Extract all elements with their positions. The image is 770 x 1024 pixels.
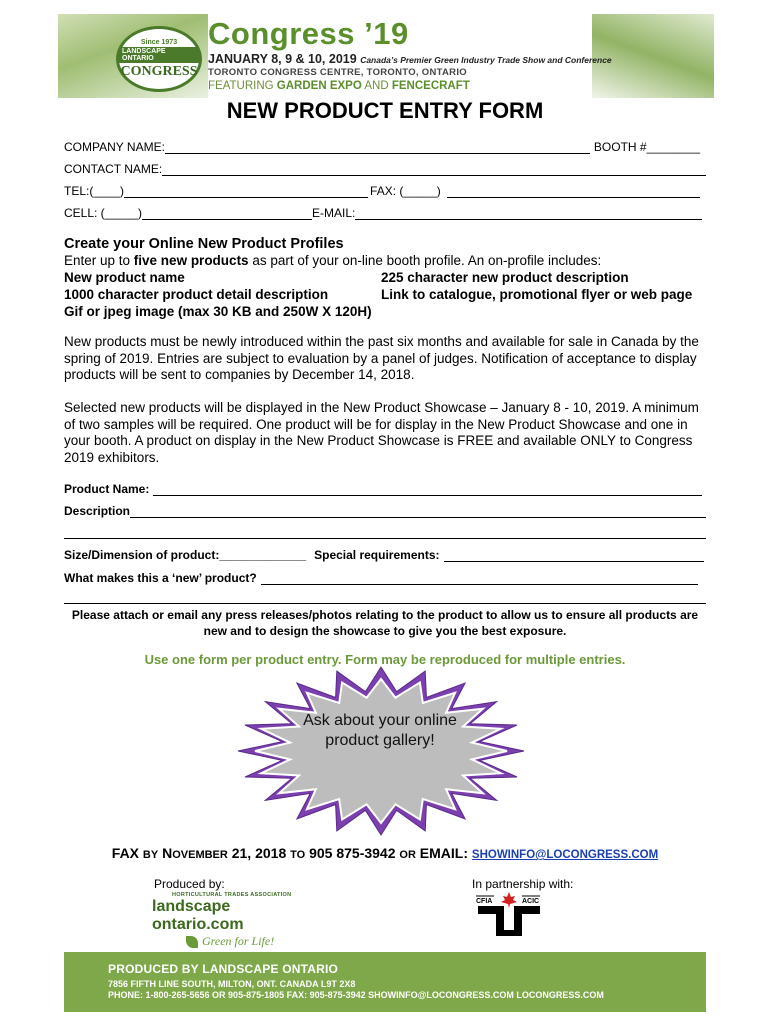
starburst-inner [255,679,507,823]
new-product-field[interactable] [261,572,698,585]
feature-image: Gif or jpeg image (max 30 KB and 250W X 120H) [64,304,372,319]
description-extra-line[interactable] [64,538,706,539]
intro-bold: five new products [133,253,249,268]
footer-produced-line [108,962,338,976]
form-title: NEW PRODUCT ENTRY FORM [226,98,544,123]
by-word: BY [142,849,159,861]
tel-fax-row [64,184,700,198]
intro-post: as part of your on-line booth profile. An on-profile includes: [248,253,602,268]
lo-logo-name: landscape ontario.com [152,898,244,933]
november-n: N [162,845,173,861]
congress-title: Congress ’19 [208,16,409,51]
description-label: Description [64,504,131,518]
one-form-note: Use one form per product entry. Form may be reproduced for multiple entries. [144,652,626,667]
new-product-row [64,571,698,585]
cell-field[interactable] [142,207,312,220]
congress-seal-logo [116,26,202,92]
product-name-row [64,482,702,496]
submission-email-link[interactable]: SHOWINFO@LOCONGRESS.COM [471,849,659,861]
feature-product-name: New product name [64,270,185,285]
featuring-fencecraft: FENCECRAFT [391,80,470,92]
lo-logo-small: HORTICULTURAL TRADES ASSOCIATION [172,892,292,898]
size-label: Size/Dimension of product: [64,548,220,562]
featuring-line [208,80,470,92]
deadline-date: 21, 2018 [231,845,287,861]
size-field[interactable]: _____________ [219,548,307,562]
fax-word: FAX [111,845,140,861]
maple-leaf-icon [501,892,517,908]
contact-row [64,162,706,176]
fax-number: 905 875-3942 [309,845,396,861]
event-dates-text: JANUARY 8, 9 & 10, 2019 [208,52,357,66]
attach-note: Please attach or email any press releases/photos relating to the product to allow us to ensure all products are new and to design the showcase to give you the best exposure. [71,608,699,638]
size-special-row [64,548,704,562]
footer-produced-pre: PRODUCED BY [108,962,199,976]
product-name-field[interactable] [153,483,702,496]
tel-field[interactable] [124,185,368,198]
footer-contact: PHONE: 1-800-265-5656 OR 905-875-1805 FAX: 905-875-3942 SHOWINFO@LOCONGRESS.COM LOCONGRESS.COM [108,990,604,1000]
cell-email-row [64,206,702,220]
footer-address: 7856 FIFTH LINE SOUTH, MILTON, ONT. CANADA L9T 2X8 [108,979,356,989]
feature-short-description: 225 character new product description [381,270,629,285]
feature-detail-description: 1000 character product detail description [64,287,329,302]
footer-banner [64,952,706,1012]
event-venue: TORONTO CONGRESS CENTRE, TORONTO, ONTARIO [208,67,467,78]
featuring-and: AND [364,80,389,92]
event-tagline: Canada’s Premier Green Industry Trade Show and Conference [360,55,612,65]
booth-label[interactable]: BOOTH #________ [593,140,700,154]
cfia-mark-icon [478,906,540,936]
seal-word: CONGRESS [120,63,198,79]
company-field[interactable] [165,141,590,154]
cfia-left-text: CFIA [476,898,493,905]
lo-logo-tag-row [186,934,308,949]
event-dates [208,52,612,66]
special-field[interactable] [444,549,705,562]
company-label: COMPANY NAME: [64,140,165,154]
email-label: E-MAIL: [312,206,356,220]
company-row [64,140,700,154]
cfia-right-text: ACIC [522,898,540,905]
new-product-label: What makes this a ‘new’ product? [64,571,257,585]
description-field[interactable] [130,505,706,518]
email-field[interactable] [355,207,702,220]
november-rest: OVEMBER [172,849,228,861]
new-product-extra-line[interactable] [64,603,706,604]
featuring-prefix: FEATURING [208,80,274,92]
partnership-label: In partnership with: [472,877,574,891]
fax-field[interactable] [447,185,700,198]
lo-logo-tag: Green for Life! [202,934,275,948]
contact-label: CONTACT NAME: [64,162,163,176]
special-label: Special requirements: [314,548,440,562]
starburst-text: Ask about your online product gallery! [303,712,457,749]
featuring-garden-expo: GARDEN EXPO [276,80,362,92]
fax-deadline-line [0,845,770,861]
description-row [64,504,706,518]
or-word: OR [399,849,416,861]
cfia-logo [474,890,544,938]
intro-pre: Enter up to [64,253,134,268]
profiles-heading: Create your Online New Product Profiles [64,236,344,252]
profiles-intro [64,253,704,268]
feature-link: Link to catalogue, promotional flyer or web page [381,287,693,302]
product-name-label: Product Name: [64,482,150,496]
produced-by-label: Produced by: [154,877,225,891]
tel-label: TEL:(____) [64,184,125,198]
fax-label: FAX: (_____) [370,184,441,198]
leaf-icon [186,936,198,948]
cell-label: CELL: (_____) [64,206,143,220]
seal-since: Since 1973 [140,38,178,46]
landscape-ontario-logo [138,892,308,948]
seal-ribbon: LANDSCAPE ONTARIO [119,47,199,63]
showcase-paragraph: Selected new products will be displayed in the New Product Showcase – January 8 - 10, 2019. A minimum of two samples will be required. One product will be for display in the New Product Showcase and one in your booth. A product on display in the New Product Showcase is FREE and available ONLY to Congress 2019 exhibitors. [64,400,699,465]
footer-produced-org: LANDSCAPE ONTARIO [202,962,339,976]
contact-field[interactable] [162,163,706,176]
eligibility-paragraph: New products must be newly introduced within the past six months and available for sale in Canada by the spring of 2019. Entries are subject to evaluation by a panel of judges. Notification of acceptance to display products will be sent to companies by December 14, 2018. [64,334,699,382]
email-word: EMAIL: [419,845,469,861]
to-word: TO [290,849,306,861]
starburst-shape [236,666,526,836]
